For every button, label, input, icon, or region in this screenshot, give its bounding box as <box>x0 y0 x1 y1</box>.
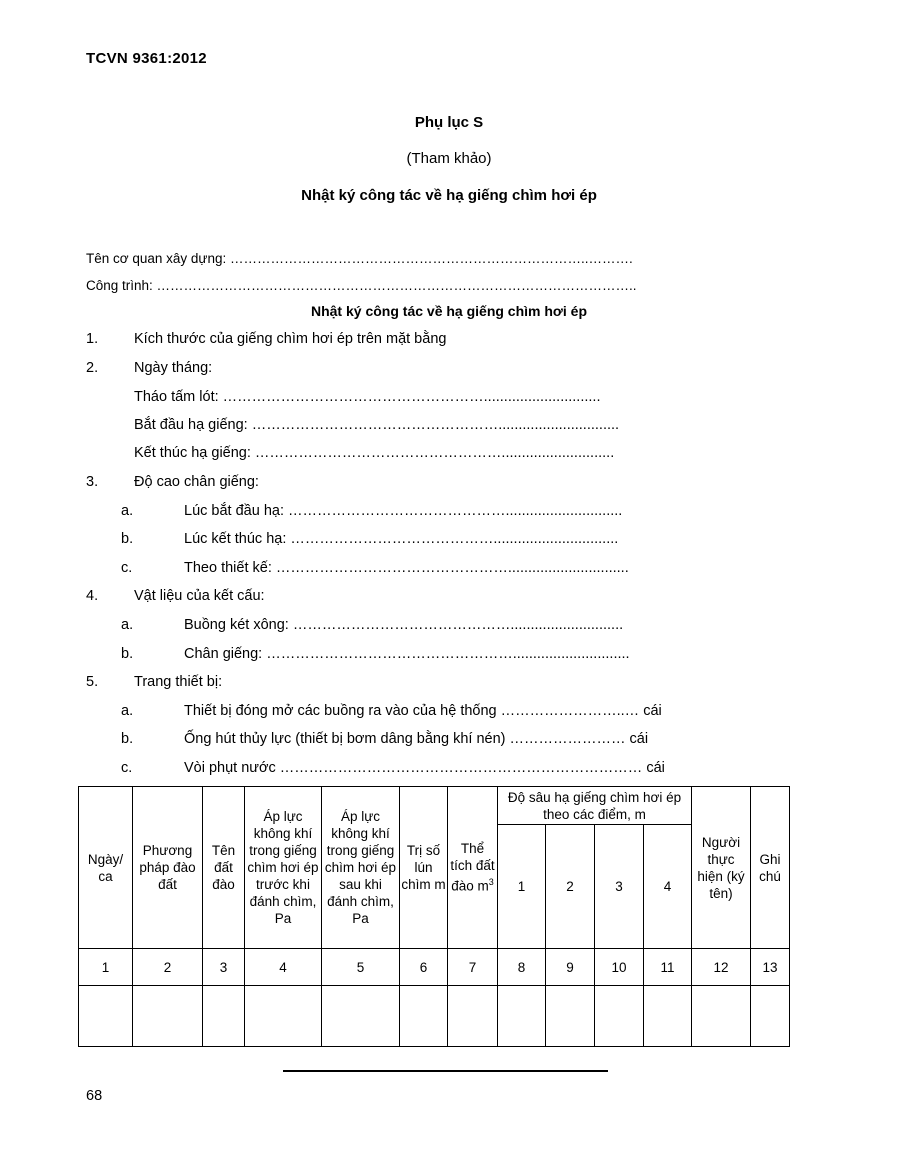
header-pressure-after: Áp lực không khí trong giếng chìm hơi ép sau khi đánh chìm, Pa <box>322 787 400 949</box>
header-notes: Ghi chú <box>751 787 790 949</box>
header-point-3: 3 <box>595 825 644 949</box>
header-performer: Người thực hiện (ký tên) <box>692 787 751 949</box>
footer-rule <box>283 1070 608 1072</box>
field-hydraulic-suction: Ống hút thủy lực (thiết bị bơm dâng bằng khí nén) …………………… cái <box>184 731 649 747</box>
item-number: 1. <box>86 331 99 347</box>
column-number: 6 <box>400 949 448 986</box>
header-soil-name: Tên đất đào <box>203 787 245 949</box>
field-start-sinking: Bắt đầu hạ giếng: …………………………………………….............................. <box>134 417 620 433</box>
table-cell[interactable] <box>595 986 644 1047</box>
field-caisson-chamber: Buồng két xông: ………………………………………............................ <box>184 617 624 633</box>
table-cell[interactable] <box>498 986 546 1047</box>
item-letter: b. <box>121 531 134 547</box>
table-cell[interactable] <box>400 986 448 1047</box>
page-number: 68 <box>86 1088 103 1104</box>
field-elev-end: Lúc kết thúc hạ: ……………………………………............................... <box>184 531 619 547</box>
item-number: 2. <box>86 360 99 376</box>
column-number-row <box>79 949 790 986</box>
agency-field: Tên cơ quan xây dựng: ……………………………………………………………………..………. <box>86 251 633 266</box>
table-cell[interactable] <box>203 986 245 1047</box>
column-number: 2 <box>133 949 203 986</box>
header-point-2: 2 <box>546 825 595 949</box>
field-elev-start: Lúc bắt đầu hạ: ………………………………………............................. <box>184 503 623 519</box>
standard-code: TCVN 9361:2012 <box>86 50 207 67</box>
item-number: 3. <box>86 474 99 490</box>
column-number: 9 <box>546 949 595 986</box>
table-header-row <box>79 787 790 825</box>
item-materials: Vật liệu của kết cấu: <box>134 588 265 604</box>
column-number: 11 <box>644 949 692 986</box>
table-cell[interactable] <box>692 986 751 1047</box>
item-letter: c. <box>121 760 133 776</box>
item-letter: a. <box>121 617 134 633</box>
column-number: 8 <box>498 949 546 986</box>
item-letter: b. <box>121 731 134 747</box>
item-number: 5. <box>86 674 99 690</box>
header-volume <box>448 787 498 949</box>
column-number: 5 <box>322 949 400 986</box>
table-cell[interactable] <box>322 986 400 1047</box>
document-title: Nhật ký công tác về hạ giếng chìm hơi ép <box>301 187 597 204</box>
header-method: Phương pháp đào đất <box>133 787 203 949</box>
table-cell[interactable] <box>751 986 790 1047</box>
appendix-note: (Tham khảo) <box>406 150 492 167</box>
table-cell[interactable] <box>79 986 133 1047</box>
header-volume-sup: 3 <box>488 877 494 888</box>
item-letter: c. <box>121 560 133 576</box>
field-water-jet: Vòi phụt nước ………………………………………………………………… cái <box>184 760 665 776</box>
section-subtitle: Nhật ký công tác về hạ giếng chìm hơi ép <box>310 303 587 319</box>
table-cell[interactable] <box>448 986 498 1047</box>
item-size: Kích thước của giếng chìm hơi ép trên mặt bằng <box>134 331 447 347</box>
field-remove-liner: Tháo tấm lót: ………………………………………………............................. <box>134 389 601 405</box>
column-number: 12 <box>692 949 751 986</box>
item-date: Ngày tháng: <box>134 360 213 376</box>
item-letter: b. <box>121 646 134 662</box>
column-number: 7 <box>448 949 498 986</box>
field-airlock-devices: Thiết bị đóng mở các buồng ra vào của hệ thống ……………………..… cái <box>184 703 662 719</box>
column-number: 13 <box>751 949 790 986</box>
project-field: Công trình: …………………………………………………………………………………………….. <box>86 278 637 293</box>
log-table <box>78 786 790 1047</box>
field-elev-design: Theo thiết kế: ………………………………………….............................. <box>184 560 629 576</box>
table-cell[interactable] <box>245 986 322 1047</box>
column-number: 3 <box>203 949 245 986</box>
appendix-title: Phụ lục S <box>414 114 484 131</box>
item-foot-elevation: Độ cao chân giếng: <box>134 474 259 490</box>
field-well-foot: Chân giếng: ……………………………………………............................. <box>184 646 630 662</box>
table-row <box>79 986 790 1047</box>
table-cell[interactable] <box>644 986 692 1047</box>
column-number: 1 <box>79 949 133 986</box>
item-equipment: Trang thiết bị: <box>134 674 223 690</box>
header-depth-points: Độ sâu hạ giếng chìm hơi ép theo các điểm, m <box>498 787 692 825</box>
header-settlement: Trị số lún chìm m <box>400 787 448 949</box>
table-cell[interactable] <box>546 986 595 1047</box>
table-cell[interactable] <box>133 986 203 1047</box>
header-point-1: 1 <box>498 825 546 949</box>
item-letter: a. <box>121 503 134 519</box>
column-number: 10 <box>595 949 644 986</box>
header-point-4: 4 <box>644 825 692 949</box>
item-number: 4. <box>86 588 99 604</box>
field-end-sinking: Kết thúc hạ giếng: ……………………………………………............................ <box>134 445 615 461</box>
header-date-shift: Ngày/ ca <box>79 787 133 949</box>
header-volume-text: Thể tích đất đào m <box>450 841 495 894</box>
item-letter: a. <box>121 703 134 719</box>
column-number: 4 <box>245 949 322 986</box>
header-pressure-before: Áp lực không khí trong giếng chìm hơi ép trước khi đánh chìm, Pa <box>245 787 322 949</box>
